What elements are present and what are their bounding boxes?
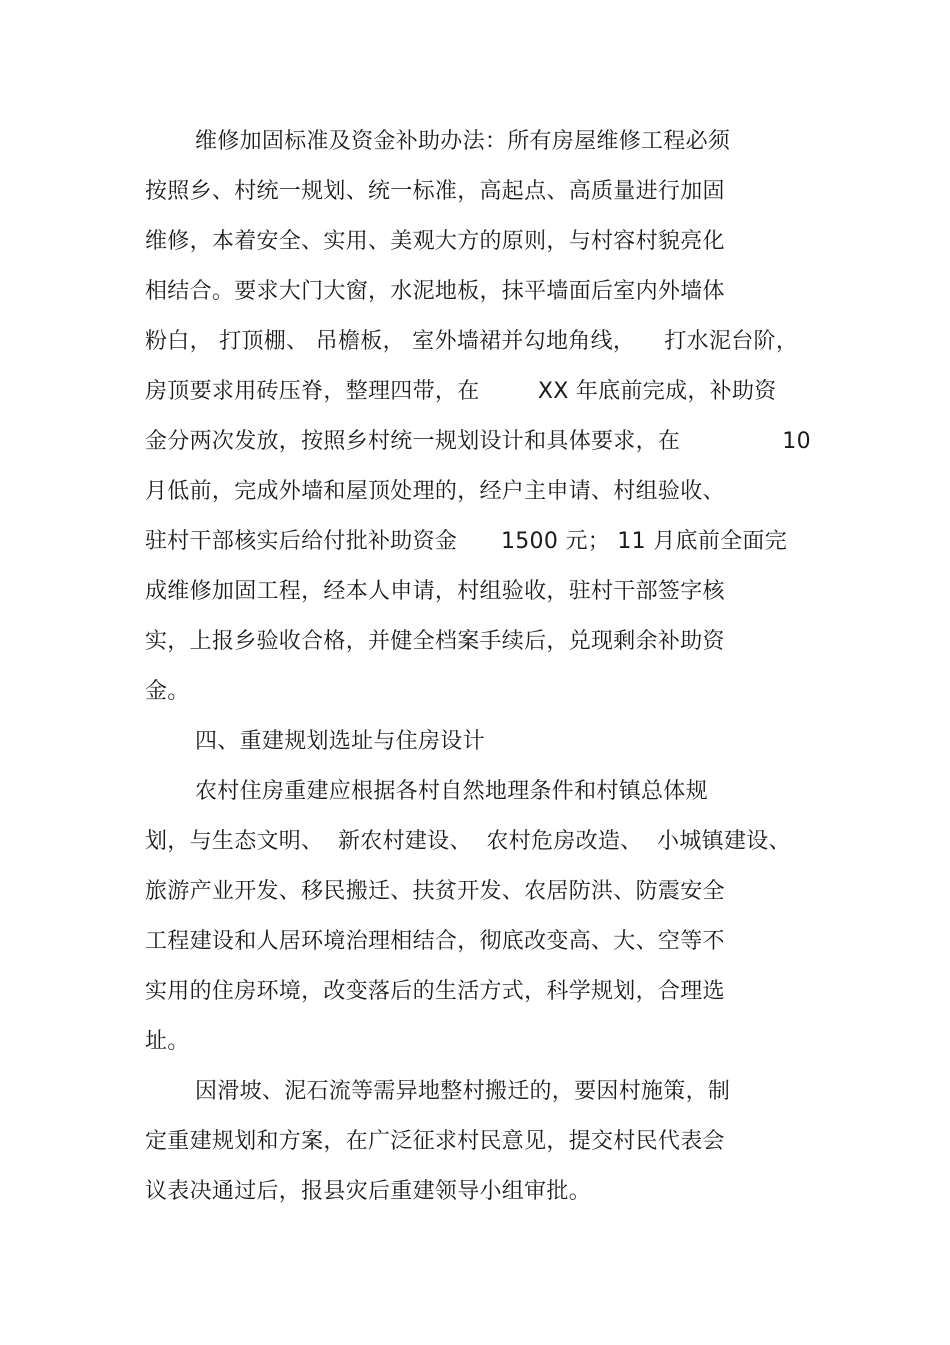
text-line: 金。 (145, 679, 190, 704)
text-line: 粉白， 打顶棚、 吊檐板， 室外墙裙并勾地角线， 打水泥台阶， (145, 329, 799, 354)
text-line: 址。 (145, 1029, 190, 1054)
text-line: 维修加固标准及资金补助办法：所有房屋维修工程必须 (195, 129, 731, 154)
text-line: 按照乡、村统一规划、统一标准，高起点、高质量进行加固 (145, 179, 725, 204)
text-line: 实，上报乡验收合格，并健全档案手续后，兑现剩余补助资 (145, 629, 725, 654)
section-heading: 四、重建规划选址与住房设计 (195, 729, 485, 754)
text-line: 农村住房重建应根据各村自然地理条件和村镇总体规 (195, 779, 708, 804)
text-line: 实用的住房环境，改变落后的生活方式，科学规划，合理选 (145, 979, 725, 1004)
text-line: 议表决通过后，报县灾后重建领导小组审批。 (145, 1179, 592, 1204)
text-line: 因滑坡、泥石流等需异地整村搬迁的，要因村施策，制 (195, 1079, 731, 1104)
text-line: 旅游产业开发、移民搬迁、扶贫开发、农居防洪、防震安全 (145, 879, 725, 904)
text-line: 划，与生态文明、 新农村建设、 农村危房改造、 小城镇建设、 (145, 829, 791, 854)
text-line: 驻村干部核实后给付批补助资金 1500 元； 11 月底前全面完 (145, 529, 788, 554)
text-line: 成维修加固工程，经本人申请，村组验收，驻村干部签字核 (145, 579, 725, 604)
text-line: 维修，本着安全、实用、美观大方的原则，与村容村貌亮化 (145, 229, 725, 254)
text-line: 金分两次发放，按照乡村统一规划设计和具体要求，在 10 (145, 429, 811, 454)
text-line: 房顶要求用砖压脊，整理四带，在 XX 年底前完成，补助资 (145, 379, 777, 404)
text-line: 相结合。要求大门大窗，水泥地板，抹平墙面后室内外墙体 (145, 279, 725, 304)
text-line: 定重建规划和方案，在广泛征求村民意见，提交村民代表会 (145, 1129, 725, 1154)
text-line: 工程建设和人居环境治理相结合，彻底改变高、大、空等不 (145, 929, 725, 954)
text-line: 月低前，完成外墙和屋顶处理的，经户主申请、村组验收、 (145, 479, 725, 504)
